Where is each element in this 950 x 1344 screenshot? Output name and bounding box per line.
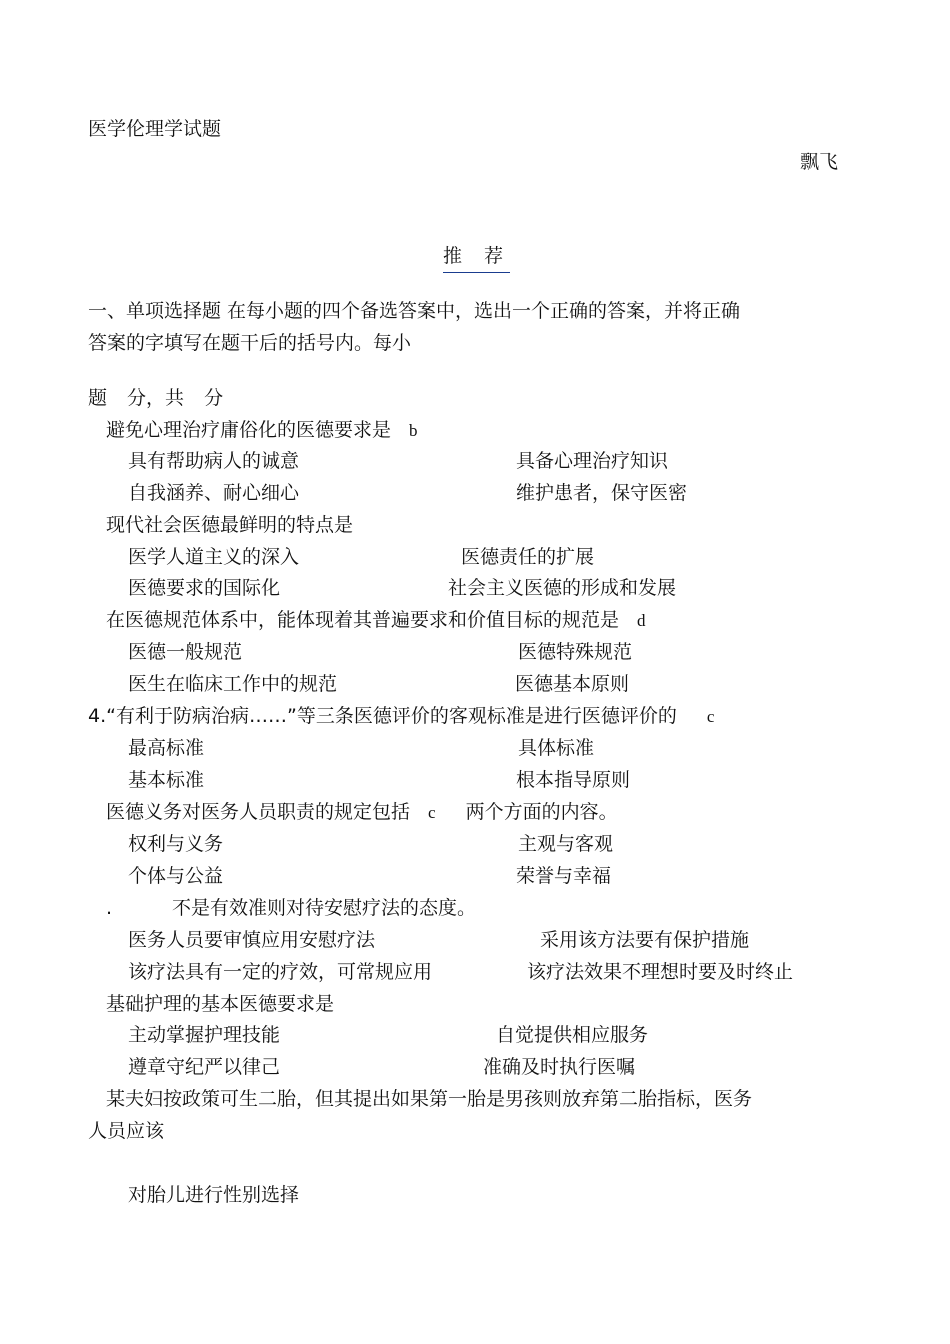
option-b: 采用该方法要有保护措施 (540, 929, 750, 951)
question-stem (106, 417, 418, 444)
question-text: 4.“有利于防病治病……”等三条医德评价的客观标准是进行医德评价的 (88, 705, 677, 727)
option-d: 荣誉与幸福 (516, 865, 612, 887)
option-c: 医生在临床工作中的规范 (128, 673, 338, 695)
score-line: 题 分，共 分 (88, 387, 224, 409)
question-stem-line1: 某夫妇按政策可生二胎，但其提出如果第一胎是男孩则放弃第二胎指标，医务 (106, 1088, 753, 1110)
option-d: 社会主义医德的形成和发展 (448, 577, 677, 599)
question-text: 医德义务对医务人员职责的规定包括 (106, 801, 411, 823)
option-d: 医德基本原则 (515, 673, 630, 695)
question-text-tail: 不是有效准则对待安慰疗法的态度。 (172, 897, 477, 919)
option-a: 具有帮助病人的诚意 (128, 450, 300, 472)
option-c: 医德要求的国际化 (128, 577, 281, 599)
option-d: 维护患者，保守医密 (516, 482, 688, 504)
question-text: 现代社会医德最鲜明的特点是 (106, 514, 354, 536)
option-a: 对胎儿进行性别选择 (128, 1184, 300, 1206)
option-d: 该疗法效果不理想时要及时终止 (527, 961, 794, 983)
option-a: 医务人员要审慎应用安慰疗法 (128, 929, 376, 951)
question-stem (88, 703, 714, 730)
recommend-link[interactable]: 推 荐 (443, 245, 512, 267)
instructions-line1: 一、单项选择题 在每小题的四个备选答案中，选出一个正确的答案，并将正确 (88, 300, 741, 322)
option-b: 自觉提供相应服务 (496, 1024, 649, 1046)
option-d: 准确及时执行医嘱 (483, 1056, 636, 1078)
question-text-tail: 两个方面的内容。 (465, 801, 618, 823)
answer-mark: b (409, 421, 418, 440)
option-b: 具体标准 (518, 737, 595, 759)
question-stem (106, 512, 353, 538)
option-c: 遵章守纪严以律己 (128, 1056, 281, 1078)
author-name: 飘飞 (800, 151, 839, 173)
option-b: 医德责任的扩展 (461, 546, 595, 568)
option-c: 基本标准 (128, 769, 205, 791)
option-a: 最高标准 (128, 737, 205, 759)
option-d: 根本指导原则 (516, 769, 631, 791)
recommend-underline (443, 272, 510, 273)
option-b: 主观与客观 (518, 833, 614, 855)
option-a: 权利与义务 (128, 833, 224, 855)
answer-mark: c (428, 803, 436, 822)
option-c: 自我涵养、耐心细心 (128, 482, 300, 504)
question-blank-dot: . (106, 897, 113, 919)
question-text: 在医德规范体系中，能体现着其普遍要求和价值目标的规范是 (106, 609, 620, 631)
question-text: 避免心理治疗庸俗化的医德要求是 (106, 419, 392, 441)
option-a: 主动掌握护理技能 (128, 1024, 281, 1046)
option-a: 医德一般规范 (128, 641, 243, 663)
option-a: 医学人道主义的深入 (128, 546, 300, 568)
option-c: 个体与公益 (128, 865, 224, 887)
question-stem (106, 799, 618, 826)
question-stem (106, 991, 334, 1017)
answer-mark: c (706, 707, 715, 726)
option-b: 医德特殊规范 (518, 641, 633, 663)
question-stem (106, 607, 646, 634)
document-title: 医学伦理学试题 (88, 118, 222, 140)
answer-mark: d (637, 611, 646, 630)
question-text: 基础护理的基本医德要求是 (106, 993, 335, 1015)
option-c: 该疗法具有一定的疗效，可常规应用 (128, 961, 433, 983)
question-stem (106, 895, 476, 921)
option-b: 具备心理治疗知识 (516, 450, 669, 472)
instructions-line2: 答案的字填写在题干后的括号内。每小 (88, 332, 412, 354)
question-stem-line2: 人员应该 (88, 1120, 165, 1142)
